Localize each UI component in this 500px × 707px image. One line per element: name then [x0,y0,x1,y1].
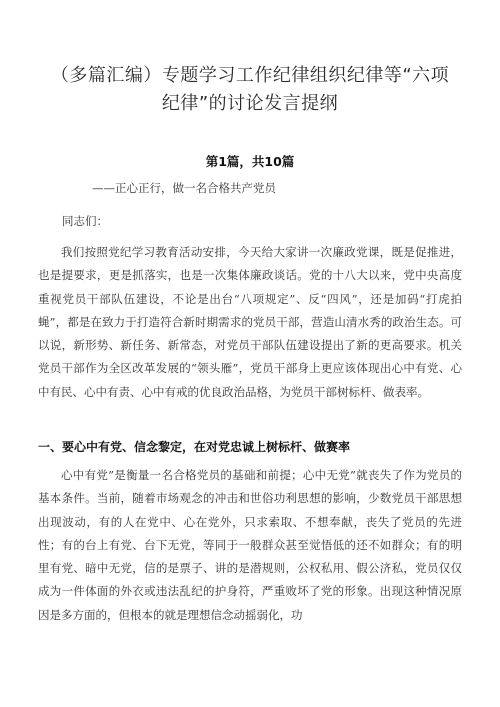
section-heading: 一、要心中有党、信念黎定，在对党忠诚上树标杆、做赛率 [38,440,351,454]
speech-subtitle: ——正心正行，做一名合格共产党员 [92,181,276,195]
paragraph-intro: 我们按照党纪学习教育活动安排，今天给大家讲一次廉政党课，既是促推进，也是提要求，更是抓落实，也是一次集体廉政谈话。党的十八大以来，党中央高度重视党员干部队伍建设，不论是出台“八项规定”、反“四风”，还是加码“打虎拍蝇”，都是在致力于打造符合新时期需求的党员干部，营造山清水秀的政治生态。可以说，新形势、新任务、新常态，对党员干部队伍建设提出了新的更高要求。机关党员干部作为全区改革发展的“领头雁”，党员干部身上更应该体现出心中有党、心中有民、心中有责、心中有戒的优良政治品格，为党员干部树标杆、做表率。 [38,245,462,399]
paragraph-section-1: 心中有党”是衡量一名合格党员的基础和前提；心中无党”就丧失了作为党员的基本条件。当前，随着市场观念的冲击和世俗功利思想的影响，少数党员干部思想出现波动，有的人在党中、心在党外，只求索取、不想奉献，丧失了党员的先进性；有的台上有党、台下无党，等同于一般群众甚至觉悟低的还不如群众；有的明里有党、暗中无党，信的是票子、讲的是潜规则，公权私用、假公济私，党员仅仅成为一件体面的外衣或违法乱纪的护身符，严重败坏了党的形象。出现这种情况原因是多方面的，但根本的就是理想信念动摇弱化，功 [38,468,462,622]
title-line-2: 纪律”的讨论发言提纲 [161,93,339,114]
title-line-1: （多篇汇编）专题学习工作纪律组织纪律等“六项 [50,65,450,86]
salutation: 同志们： [62,214,108,228]
chapter-label: 第1篇，共10篇 [205,154,295,169]
document-title [40,62,460,118]
